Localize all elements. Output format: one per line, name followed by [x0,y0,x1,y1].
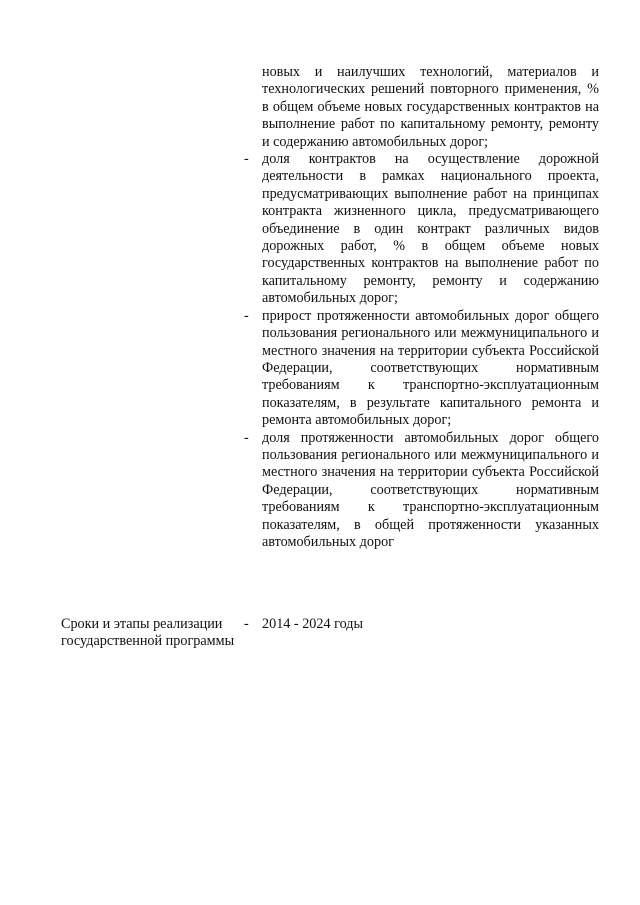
terms-value: 2014 - 2024 годы [262,616,364,632]
list-dash: - [244,307,249,324]
list-item [244,307,599,430]
terms-label: Сроки и этапы реализации государственной программы [61,616,235,650]
list-item [244,151,599,308]
targets-list [244,64,599,551]
list-item-text: доля контрактов на осуществление дорожной деятельности в рамках национального проекта, предусматривающих выполнение работ на принципах контракта жизненного цикла, предусматривающего объединение в один контракт различных видов дорожных работ, % в общем объеме новых государственных контрактов на выполнение работ по капитальному ремонту, ремонту и содержанию автомобильных дорог; [262,151,599,307]
list-item-text: прирост протяженности автомобильных дорог общего пользования регионального или межмуниципального и местного значения на территории субъекта Российской Федерации, соответствующих нормативным требованиям к транспортно-эксплуатационным показателям, в результате капитального ремонта и ремонта автомобильных дорог; [262,307,599,429]
terms-dash: - [244,616,249,632]
list-item [244,429,599,552]
continuation-text: новых и наилучших технологий, материалов и технологических решений повторного применения, % в общем объеме новых государственных контрактов на выполнение работ по капитальному ремонту, ремонту и содержанию автомобильных дорог; [262,64,599,150]
list-dash: - [244,151,249,168]
list-item-text: доля протяженности автомобильных дорог общего пользования регионального или межмуниципального и местного значения на территории субъекта Российской Федерации, соответствующих нормативным требованиям к транспортно-эксплуатационным показателям, в общей протяженности указанных автомобильных дорог [262,429,599,550]
list-dash: - [244,429,249,446]
